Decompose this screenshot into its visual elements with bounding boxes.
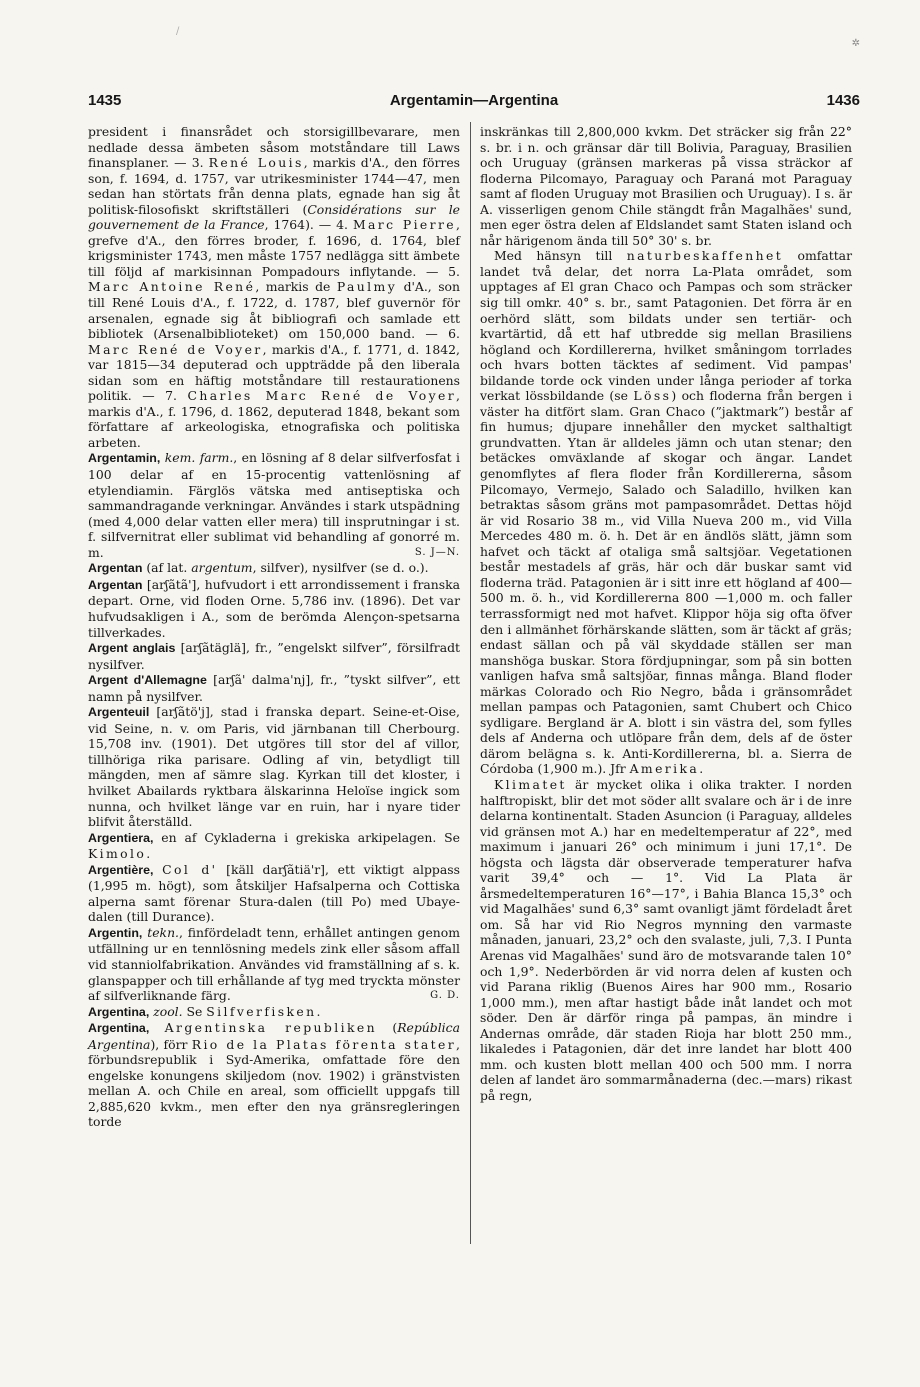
continued-entry: president i finansrådet och storsigillbevarare, men nedlade dessa ämbeten såsom motståndare till Laws finansplaner. — 3. René Louis, markis d'A., den förres son, f. 1694, d. 1757, var utrikesminister 1744—47, men sedan han störtats från denna plats, egnade han sig åt politisk-filosofiskt skriftställeri (Considérations sur le gouvernement de la France, 1764). — 4. Marc Pierre, grefve d'A., den förres broder, f. 1696, d. 1764, blef krigsminister 1743, men måste 1757 nedlägga sitt ämbete till följd af markisinnan Pompadours inflytande. — 5. Marc Antoine René, markis de Paulmy d'A., son till René Louis d'A., f. 1722, d. 1787, blef guvernör för arsenalen, egnade sig åt bibliografi och samlade ett bibliotek (Arsenalbiblioteket) om 150,000 band. — 6. Marc René de Voyer, markis d'A., f. 1771, d. 1842, var 1815—34 deputerad och uppträdde på den liberala sidan som en häftig motståndare till restaurationens politik. — 7. Charles Marc René de Voyer, markis d'A., f. 1796, d. 1862, deputerad 1848, bekant som författare af arkeologiska, etnografiska och politiska arbeten. — [88, 124, 461, 450]
entry-argent-anglais: Argent anglais [arʃãtäglä], fr., ”engelskt silfver”, försilfradt nysilfver. — [88, 640, 460, 672]
headword: Argent d'Allemagne — [88, 673, 207, 688]
entry-argent-dallemagne: Argent d'Allemagne [arʃã' dalma'nj], fr., ”tyskt silfver”, ett namn på nysilfver. — [88, 672, 461, 704]
argentina-climate-paragraph: Klimatet är mycket olika i olika trakter. I norden halftropiskt, blir det mot söder allt svalare och är i de inre delarna kontinentalt. Staden Asuncion (i Paraguay, alldeles vid gränsen mot A.) har en medeltemperatur af 22°, med maximum i januari 26° och minimum i juni 17,1°. De högsta och lägsta där observerade temperaturer hafva varit 39,4° och — 1°. Vid La Plata är årsmedeltemperaturen 16°—17°, i Bahia Blanca 15,3° och vid Magalhães' sund 6,3° samt ovanligt jämt fördeladt året om. Så har vid Rio Negros mynning den varmaste månaden, januari, 23,2° och den svalaste, juli, 7,3. I Punta Arenas vid Magalhães' sund äro de motsvarande talen 10° och 1,9°. Nederbörden är vid norra delen af kusten och vid Parana riklig (Buenos Aires har 900 mm., Rosario 1,000 mm.), men aftar hastigt både inåt landet och mot söder. Den är därför ringa på pampas, än mindre i Andernas område, där staden Rioja har blott 250 mm., likaledes i Patagonien, där det inre landet har blott 400 mm. och kusten blott mellan 400 och 500 mm. I norra delen af landet äro sommarmånaderna (dec.—mars) rikast på regn, — [480, 776, 852, 1103]
headword: Argentina, — [88, 1021, 150, 1036]
entry-argentin: Argentin, tekn., finfördeladt tenn, erhållet antingen genom utfällning ur en tennlösning medels zink eller såsom affall vid stanniolfabrikation. Användes vid framställning af s. k. glanspapper och till erhållande af tyg med tryckta mönster af silfverliknande färg. G. D. — [88, 924, 460, 1004]
page-number-left: 1435 — [88, 92, 122, 109]
entry-argentan-2: Argentan [arʃãtã'], hufvudort i ett arrondissement i franska depart. Orne, vid floden Orne. 5,786 inv. (1896). Det var hufvudsakligen i A., som de berömda Alençon-spetsarna tillverkades. — [88, 576, 460, 640]
argentina-area-paragraph: inskränkas till 2,800,000 kvkm. Det sträcker sig från 22° s. br. i n. och gränsar där till Bolivia, Paraguay, Brasilien och Uruguay (gränsen markeras på vissa sträckor af floderna Pilcomayo, Paraguay och Paraná mot Paraguay samt af floden Uruguay mot Brasilien och Uruguay). I s. är A. visserligen genom Chile stängdt från Magalhães' sund, men eger östra delen af Eldslandet samt Staten island och når härigenom ända till 50° 30' s. br. — [480, 124, 852, 248]
entry-argentiere: Argentière, Col d' [käll darʃãtiä'r], ett viktigt alppass (1,995 m. högt), som åtskiljer Hafsalperna och Cottiska alperna samt förenar Stura-dalen (till Po) med Ubaye-dalen (till Durance). — [88, 861, 460, 925]
scan-speck: / — [176, 26, 180, 37]
entry-argenteuil: Argenteuil [arʃãtö'j], stad i franska depart. Seine-et-Oise, vid Seine, n. v. om Paris, vid järnbanan till Cherbourg. 15,708 inv. (1901). Det utgöres till stor del af villor, tillhöriga rika parisare. Odling af vin, betydligt till mängden, men af sämre slag. Kyrkan till det kloster, i hvilket Abailards ryktbara älskarinna Heloïse ingick som nunna, och hvilket länge var en ruin, har i nyare tider blifvit återställd. — [88, 704, 460, 830]
author-signature: G. D. — [430, 990, 460, 1002]
entry-argentiera: Argentiera, en af Cykladerna i grekiska arkipelagen. Se Kimolo. — [88, 829, 460, 862]
entry-argentina: Argentina, Argentinska republiken (República Argentina), förr Rio de la Platas förenta stater, förbundsrepublik i Syd-Amerika, omfattade före den engelske konungens skiljedom (nov. 1902) i gränstvisten mellan A. och Chile en areal, som officiellt uppgafs till 2,885,620 kvkm., men efter den nya gränsregleringen torde — [88, 1020, 460, 1130]
headword: Argentina, — [88, 1004, 150, 1019]
entry-argentina-zool: Argentina, zool. Se Silfverfisken. — [88, 1003, 321, 1019]
headword: Argentin, — [88, 925, 143, 940]
right-column — [480, 124, 852, 1103]
headword: Argenteuil — [88, 705, 150, 720]
headword: Argentamin, — [88, 451, 161, 466]
headword: Argent anglais — [88, 641, 176, 656]
page-title: Argentamin—Argentina — [389, 92, 559, 109]
headword: Argentan — [88, 561, 143, 576]
headword: Argentière, — [88, 862, 154, 877]
entry-argentan-1: Argentan (af lat. argentum, silfver), nysilfver (se d. o.). — [88, 560, 429, 576]
page-number-right: 1436 — [826, 92, 860, 109]
page-header — [88, 92, 860, 116]
argentina-nature-paragraph: Med hänsyn till naturbeskaffenhet omfattar landet två delar, det norra La-Plata området, som upptages af El gran Chaco och Pampas och som sträcker sig till omkr. 40° s. br., samt Patagonien. Det förra är en oerhörd slätt, som bildats under sen tertiär- och kvartärtid, då ett haf utbredde sig mellan Brasiliens högland och Kordillererna, hvilket småningom torrlades och hvars botten täcktes af sediment. Vid pampas' bildande torde ock vinden under långa perioder af torka verkat lössbildande (se Löss) och floderna från bergen i väster ha ditfört slam. Gran Chaco (”jaktmark”) består af fin humus; djupare innehåller den mycket salthaltigt grundvatten. Ytan är alldeles jämn och utan stenar; den betäckes omväxlande af skogar och ängar. Landet genomflytes af flera floder från Kordillererna, såsom Pilcomayo, Vermejo, Salado och Saladillo, hvilken kan betraktas såsom gräns mot pampasområdet. Dettas höjd är vid Rosario 38 m., vid Villa Nueva 200 m., vid Villa Mercedes 480 m. ö. h. Det är en ändlös slätt, jämn som hafvet och täckt af otaliga små saltsjöar. Vegetationen består mestadels af gräs, här och där buskar samt vid floderna träd. Patagonien är i sitt inre ett högland af 400—500 m. ö. h., vid Kordillererna 800 —1,000 m. och faller terrassformigt ned mot hafvet. Klippor höja sig ofta öfver den i allmänhet förhärskande slätten, som är täckt af gräs; endast sällan och på väl skyddade ställen ser man manshöga buskar. Stora fördjupningar, som på sin botten vanligen hafva små saltsjöar, finnas många. Bland floder märkas Colorado och Rio Negro, båda i gränsområdet mellan pampas och Patagonien, samt Chubert och Chico sydligare. Bergland är A. blott i sin västra del, som fylles dels af Anderna och utlöpare från dem, dels af de öster därom belägna s. k. Anti-Kordillererna, bl. a. Sierra de Córdoba (1,900 m.). Jfr Amerika. — [480, 248, 852, 777]
entry-argentamin: Argentamin, kem. farm., en lösning af 8 delar silfverfosfat i 100 delar af en 15-procentig vattenlösning af etylendiamin. Färglös vätska med antiseptiska och sammandragande verkningar. Användes i stark utspädning (med 4,000 delar vatten eller mera) till insprutningar i st. f. silfvernitrat eller sublimat vid behandling af gonorré m. m. S. J—N. — [88, 450, 460, 560]
headword: Argentan — [88, 577, 143, 592]
author-signature: S. J—N. — [414, 546, 460, 558]
headword: Argentiera, — [88, 830, 154, 845]
column-divider — [470, 122, 471, 1244]
left-column — [88, 124, 460, 1130]
scan-mark-icon: ✲ — [851, 38, 860, 49]
